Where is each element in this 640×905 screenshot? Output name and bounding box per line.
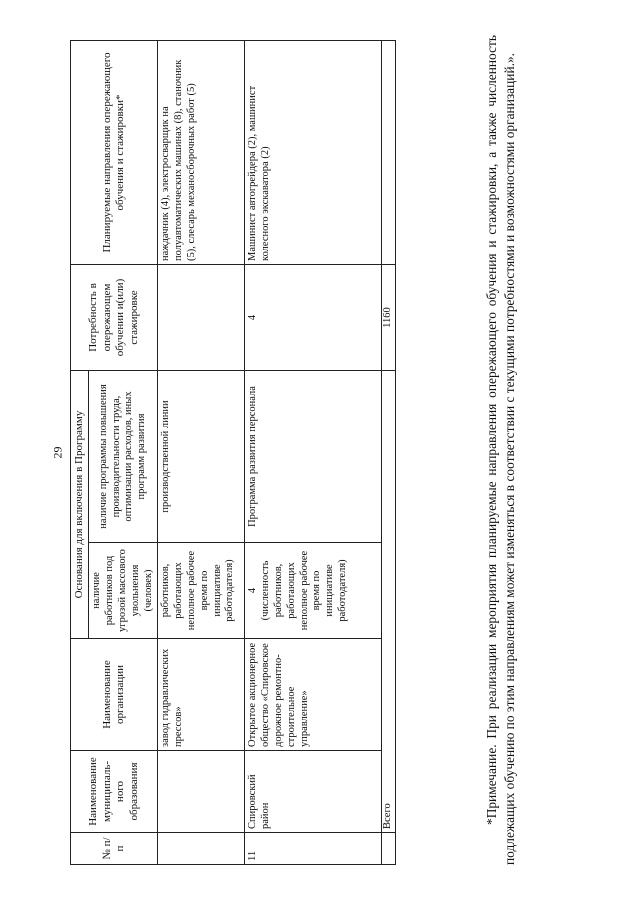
rotated-page-content <box>70 35 620 865</box>
header-directions: Планируемые направления опережающего обучения и стажировки* <box>71 41 158 265</box>
table-total-row <box>382 41 396 865</box>
header-need: Потребность в опережающем обучении и(или) стажировке <box>71 265 158 371</box>
header-num: № п/п <box>71 833 158 865</box>
cell-total-empty-right <box>382 41 396 265</box>
header-organization: Наименование организации <box>71 639 158 751</box>
cell-total-empty <box>382 833 396 865</box>
cell-organization: Открытое акционерное общество «Спировское дорожное ремонтно-строительное управление» <box>245 639 382 751</box>
table-row <box>158 41 245 865</box>
header-municipality: Наименование муниципаль-ного образования <box>71 751 158 833</box>
footnote: *Примечание. При реализации мероприятия планируемые направления опережающего обучения и стажировки, а также численность подлежащих обучению по этим направлениям может изменяться в соответствии с текущими потребностями и возможностями организаций.». <box>484 35 517 865</box>
table-row <box>245 41 382 865</box>
cell-directions: Машинист автогрейдера (2), машинист колесного экскаватора (2) <box>245 41 382 265</box>
cell-total-label: Всего <box>382 371 396 833</box>
cell-need: 4 <box>245 265 382 371</box>
cell-organization: завод гидравлических прессов» <box>158 639 245 751</box>
cell-workers-count: 4 <box>247 587 259 594</box>
table-header-row <box>71 41 89 865</box>
header-grounds-workers: наличие работников под угрозой массового увольнения (человек) <box>89 543 158 639</box>
program-table <box>70 40 396 865</box>
cell-municipality: Спировский район <box>245 751 382 833</box>
cell-program: производственной линии <box>158 371 245 543</box>
page-number: 29 <box>50 446 65 459</box>
cell-total-value: 1160 <box>382 265 396 371</box>
cell-municipality <box>158 751 245 833</box>
cell-workers: работников, работающих неполное рабочее время по инициативе работодателя) <box>158 543 245 639</box>
header-grounds: Основания для включения в Программу <box>71 371 89 639</box>
cell-program: Программа развития персонала <box>245 371 382 543</box>
header-grounds-program: наличие программы повышения производительности труда, оптимизации расходов, иных программ развития <box>89 371 158 543</box>
cell-num <box>158 833 245 865</box>
cell-workers <box>245 543 382 639</box>
cell-workers-note: (численность работников, работающих неполное рабочее время по инициативе работодателя) <box>260 550 348 631</box>
cell-directions: наждачник (4), электросварщик на полуавтоматических машинах (8), станочник (5), слесарь механосборочных работ (5) <box>158 41 245 265</box>
cell-num: 11 <box>245 833 382 865</box>
cell-need <box>158 265 245 371</box>
